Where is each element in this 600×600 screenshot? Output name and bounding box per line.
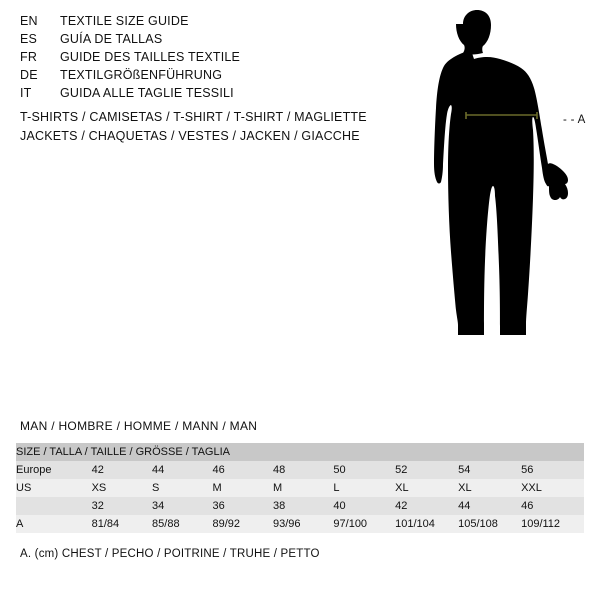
cell: 42 xyxy=(92,461,152,479)
cell: 46 xyxy=(213,461,273,479)
language-row xyxy=(20,50,380,68)
language-title: TEXTILGRÖßENFÜHRUNG xyxy=(60,68,223,82)
cell: 97/100 xyxy=(333,515,395,533)
cell: 40 xyxy=(333,497,395,515)
row-label: US xyxy=(16,479,92,497)
cell: 48 xyxy=(273,461,333,479)
cell: XL xyxy=(395,479,458,497)
language-title: GUÍA DE TALLAS xyxy=(60,32,163,46)
category-jackets: JACKETS / CHAQUETAS / VESTES / JACKEN / GIACCHE xyxy=(20,129,360,143)
cell: 44 xyxy=(152,461,212,479)
language-title: GUIDE DES TAILLES TEXTILE xyxy=(60,50,241,64)
cell: M xyxy=(273,479,333,497)
table-title: MAN / HOMBRE / HOMME / MANN / MAN xyxy=(20,419,258,433)
table-row xyxy=(16,515,584,533)
language-row xyxy=(20,32,380,50)
cell: 38 xyxy=(273,497,333,515)
language-row xyxy=(20,68,380,86)
row-label: Europe xyxy=(16,461,92,479)
cell: L xyxy=(333,479,395,497)
table-row xyxy=(16,497,584,515)
cell: 81/84 xyxy=(92,515,152,533)
measure-label-a: - - A xyxy=(563,114,586,126)
male-silhouette-figure xyxy=(400,8,600,408)
table-header-label: SIZE / TALLA / TAILLE / GRÖSSE / TAGLIA xyxy=(16,443,584,461)
cell: 101/104 xyxy=(395,515,458,533)
cell: 42 xyxy=(395,497,458,515)
language-code: EN xyxy=(20,14,38,28)
cell: 34 xyxy=(152,497,212,515)
cell: 46 xyxy=(521,497,584,515)
silhouette-icon xyxy=(400,8,600,408)
footnote: A. (cm) CHEST / PECHO / POITRINE / TRUHE / PETTO xyxy=(20,548,320,560)
cell: XS xyxy=(92,479,152,497)
cell: 36 xyxy=(213,497,273,515)
cell: 32 xyxy=(92,497,152,515)
cell: 52 xyxy=(395,461,458,479)
cell: 105/108 xyxy=(458,515,521,533)
language-row xyxy=(20,86,380,104)
language-code: DE xyxy=(20,68,38,82)
size-table xyxy=(16,443,584,533)
language-title: TEXTILE SIZE GUIDE xyxy=(60,14,189,28)
language-list xyxy=(20,14,380,104)
table-header-row xyxy=(16,443,584,461)
cell: S xyxy=(152,479,212,497)
language-title: GUIDA ALLE TAGLIE TESSILI xyxy=(60,86,234,100)
language-code: ES xyxy=(20,32,38,46)
cell: 56 xyxy=(521,461,584,479)
cell: 89/92 xyxy=(213,515,273,533)
table-row xyxy=(16,461,584,479)
cell: XL xyxy=(458,479,521,497)
language-code: FR xyxy=(20,50,38,64)
cell: 50 xyxy=(333,461,395,479)
table-row xyxy=(16,479,584,497)
language-code: IT xyxy=(20,86,32,100)
cell: 85/88 xyxy=(152,515,212,533)
language-row xyxy=(20,14,380,32)
row-label xyxy=(16,497,92,515)
cell: 44 xyxy=(458,497,521,515)
category-tshirts: T-SHIRTS / CAMISETAS / T-SHIRT / T-SHIRT / MAGLIETTE xyxy=(20,110,367,124)
row-label: A xyxy=(16,515,92,533)
cell: 54 xyxy=(458,461,521,479)
cell: 93/96 xyxy=(273,515,333,533)
category-list xyxy=(20,110,420,148)
cell: XXL xyxy=(521,479,584,497)
cell: M xyxy=(213,479,273,497)
cell: 109/112 xyxy=(521,515,584,533)
